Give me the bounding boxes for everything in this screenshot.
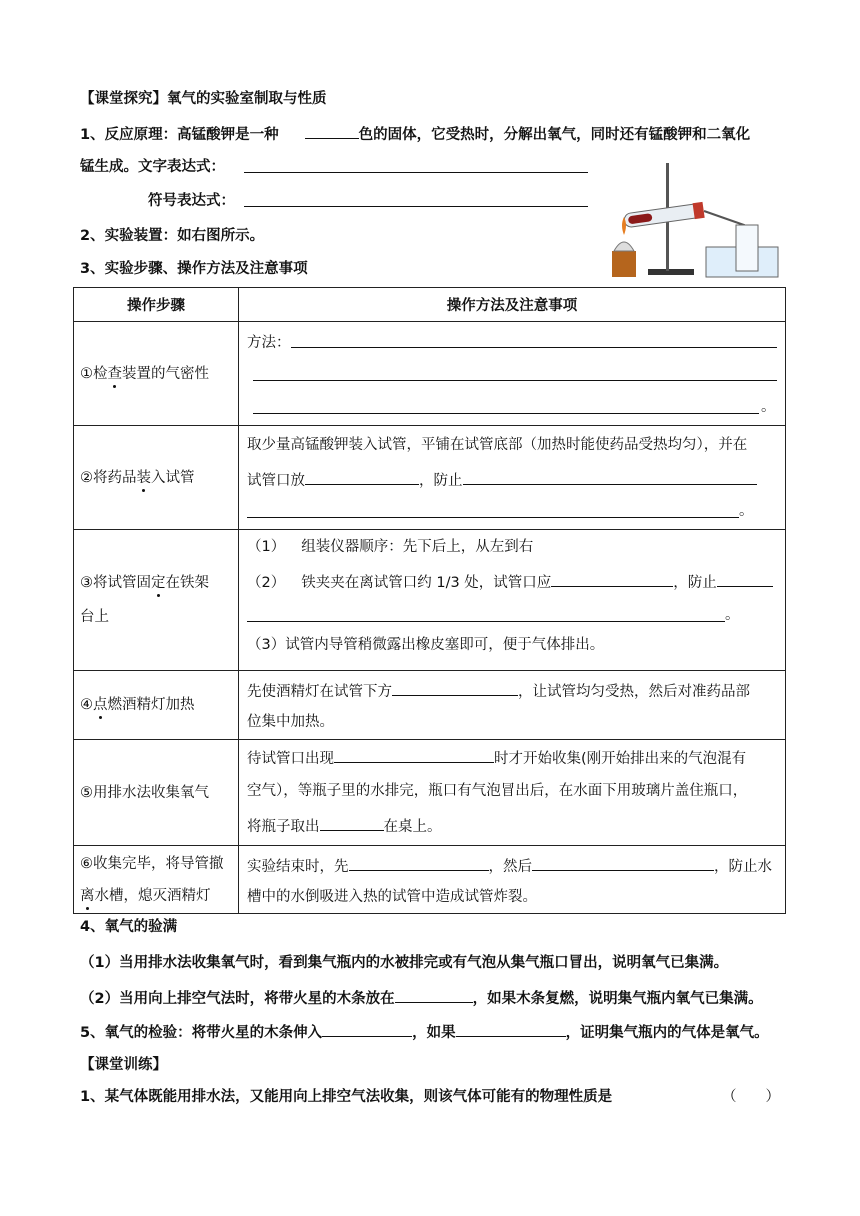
item5-text-b: ，如果 xyxy=(412,1025,456,1041)
row4-line1-b: ，让试管均匀受热，然后对准药品部 xyxy=(518,684,750,700)
method-cell-2 xyxy=(239,426,786,530)
blank-airtight-method-1[interactable] xyxy=(291,347,777,348)
step-cell-5: ⑤用排水法收集氧气 xyxy=(74,740,239,846)
item3-label: 3、实验步骤、操作方法及注意事项 xyxy=(80,261,308,277)
blank-tube-mouth[interactable] xyxy=(551,570,673,587)
row1-end-mark: 。 xyxy=(761,399,776,415)
blank-prevent-2[interactable] xyxy=(247,517,739,518)
method-cell-1 xyxy=(239,322,786,426)
item4-p2 xyxy=(80,986,763,1010)
item1-line2: 锰生成。文字表达式： xyxy=(80,159,225,175)
blank-if[interactable] xyxy=(456,1020,566,1037)
item1-symbol-label: 符号表达式： xyxy=(148,193,235,209)
method-cell-5 xyxy=(239,740,786,846)
gas-collecting-bottle xyxy=(736,225,758,271)
row4-line1-a: 先使酒精灯在试管下方 xyxy=(247,684,392,700)
table-row xyxy=(74,322,786,426)
blank-insert[interactable] xyxy=(322,1020,412,1037)
item4-p1: （1）当用排水法收集氧气时，看到集气瓶内的水被排完或有气泡从集气瓶口冒出，说明氧气已集满。 xyxy=(80,955,729,971)
table-row xyxy=(74,846,786,914)
header-step: 操作步骤 xyxy=(74,288,239,322)
item2-line xyxy=(80,225,264,247)
item5-text-a: 将带火星的木条伸入 xyxy=(191,1025,323,1041)
blank-prevent-4[interactable] xyxy=(247,621,725,622)
row2-line2-a: 试管口放 xyxy=(247,473,305,489)
item1-text-a: 高锰酸钾是一种 xyxy=(177,127,279,143)
training-q1: 1、某气体既能用排水法，又能用向上排空气法收集，则该气体可能有的物理性质是 xyxy=(80,1089,613,1105)
method-label: 方法： xyxy=(247,335,291,351)
stand-base xyxy=(648,269,694,275)
item2-label: 2、实验装置： xyxy=(80,228,178,244)
table-header-row xyxy=(74,288,786,322)
table-row xyxy=(74,740,786,846)
row4-line2: 位集中加热。 xyxy=(247,714,334,730)
blank-word-equation[interactable] xyxy=(244,172,588,173)
training-title: 【课堂训练】 xyxy=(80,1057,167,1073)
sub1-text: 组装仪器顺序：先下后上，从左到右 xyxy=(301,539,534,555)
item4-p2-a: （2）当用向上排空气法时，将带火星的木条放在 xyxy=(80,991,395,1007)
apparatus-illustration xyxy=(604,155,784,283)
item4-p2-b: ，如果木条复燃，说明集气瓶内氧气已集满。 xyxy=(472,991,763,1007)
blank-then-step[interactable] xyxy=(532,854,714,871)
blank-symbol-equation[interactable] xyxy=(244,206,588,207)
item4-label: 4、氧气的验满 xyxy=(80,919,178,935)
row5-line1-b: 时才开始收集(刚开始排出来的气泡混有 xyxy=(494,751,747,767)
row6-line1-b: ，然后 xyxy=(488,859,532,875)
item1-line1 xyxy=(80,122,750,146)
row2-line2-b: ，防止 xyxy=(419,473,463,489)
row6-line1-a: 实验结束时，先 xyxy=(247,859,349,875)
wood-block xyxy=(612,251,636,277)
blank-color[interactable] xyxy=(305,122,359,139)
blank-bottle-mouth[interactable] xyxy=(395,986,473,1003)
method-cell-3 xyxy=(239,530,786,671)
steps-table xyxy=(73,287,786,914)
table-row xyxy=(74,426,786,530)
row5-line3-a: 将瓶子取出 xyxy=(247,819,320,835)
blank-bubbles[interactable] xyxy=(334,746,494,763)
sub2-b: ，防止 xyxy=(673,575,717,591)
sub2-a: 铁夹夹在离试管口约 1/3 处，试管口应 xyxy=(301,575,552,591)
sub2-num: （2） xyxy=(247,575,286,591)
table-row xyxy=(74,530,786,671)
blank-cotton[interactable] xyxy=(305,468,419,485)
step-cell-2: ②将药品装入试管 xyxy=(74,426,239,530)
item5-text-c: ，证明集气瓶内的气体是氧气。 xyxy=(565,1025,769,1041)
item2-text: 如右图所示。 xyxy=(177,228,265,244)
blank-prevent-3[interactable] xyxy=(717,570,773,587)
step-cell-4: ④点燃酒精灯加热 xyxy=(74,671,239,740)
row3-end-mark: 。 xyxy=(725,607,740,623)
alcohol-lamp xyxy=(614,242,634,251)
row6-line1-c: ，防止水 xyxy=(714,859,772,875)
sub3-text: （3）试管内导管稍微露出橡皮塞即可，便于气体排出。 xyxy=(247,637,605,653)
method-cell-6 xyxy=(239,846,786,914)
blank-airtight-method-3[interactable] xyxy=(253,413,759,414)
section-title: 【课堂探究】氧气的实验室制取与性质 xyxy=(80,91,327,107)
item5-label: 5、氧气的检验： xyxy=(80,1025,192,1041)
step-cell-6: ⑥收集完毕，将导管撤 离水槽，熄灭酒精灯 xyxy=(74,846,239,914)
training-q1-answer[interactable]: （ ） xyxy=(722,1089,780,1105)
blank-preheat[interactable] xyxy=(392,679,518,696)
item1-text-b: 色的固体，它受热时，分解出氧气，同时还有锰酸钾和二氧化 xyxy=(358,127,751,143)
table-row xyxy=(74,671,786,740)
row2-end-mark: 。 xyxy=(739,503,754,519)
step-cell-3: ③将试管固定在铁架 台上 xyxy=(74,530,239,671)
row5-line2: 空气），等瓶子里的水排完，瓶口有气泡冒出后，在水面下用玻璃片盖住瓶口， xyxy=(247,783,748,799)
item5-line xyxy=(80,1020,769,1044)
row5-line1-a: 待试管口出现 xyxy=(247,751,334,767)
blank-place[interactable] xyxy=(320,814,384,831)
item1-label: 1、反应原理： xyxy=(80,127,178,143)
row2-line1: 取少量高锰酸钾装入试管，平铺在试管底部（加热时能使药品受热均匀），并在 xyxy=(247,437,748,453)
header-method: 操作方法及注意事项 xyxy=(239,288,786,322)
sub1-num: （1） xyxy=(247,539,286,555)
blank-airtight-method-2[interactable] xyxy=(253,380,777,381)
row5-line3-b: 在桌上。 xyxy=(383,819,442,835)
row6-line2: 槽中的水倒吸进入热的试管中造成试管炸裂。 xyxy=(247,889,537,905)
blank-prevent-1[interactable] xyxy=(463,468,757,485)
blank-first-step[interactable] xyxy=(349,854,489,871)
step-cell-1: ①检查装置的气密性 xyxy=(74,322,239,426)
method-cell-4 xyxy=(239,671,786,740)
